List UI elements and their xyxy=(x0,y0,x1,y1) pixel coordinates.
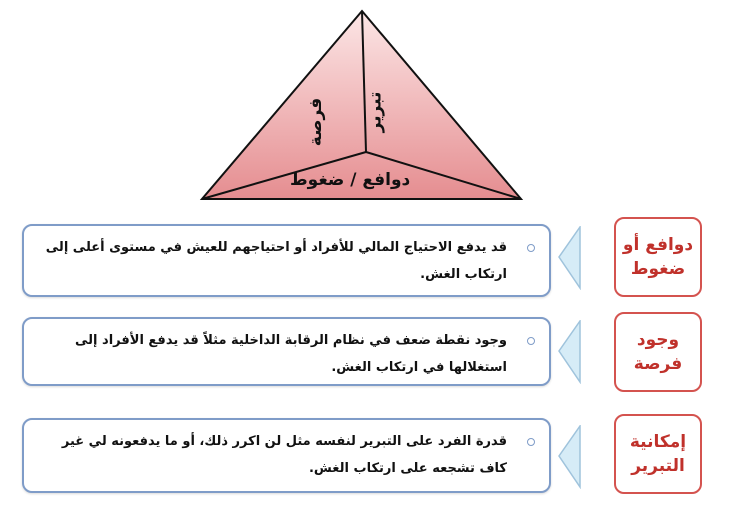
triangle-label-opportunity: فرصة xyxy=(306,97,327,147)
bullet-icon xyxy=(527,244,535,252)
arrow-left-icon xyxy=(558,425,582,489)
triangle-label-rationalization: تبرير xyxy=(365,91,386,133)
description-text-rationalization: قدرة الفرد على التبرير لنفسه مثل لن اكرر ذلك، أو ما يدفعونه لي غير كاف تشجعه على ارتكاب الغش. xyxy=(61,434,507,476)
category-label-pressure: دوافع أو ضغوط xyxy=(622,235,694,279)
arrow-left-icon xyxy=(558,226,582,290)
arrow-left-icon xyxy=(558,320,582,384)
category-label-rationalization: إمكانية التبرير xyxy=(629,432,687,476)
description-box-pressure xyxy=(22,224,551,297)
description-text-pressure: قد يدفع الاحتياج المالي للأفراد أو احتياجهم للعيش في مستوى أعلى إلى ارتكاب الغش. xyxy=(45,240,507,282)
description-box-rationalization xyxy=(22,418,551,493)
description-text-opportunity: وجود نقطة ضعف في نظام الرقابة الداخلية مثلاً قد يدفع الأفراد إلى استغلالها في ارتكاب الغش. xyxy=(75,333,507,375)
bullet-icon xyxy=(527,438,535,446)
category-label-opportunity: وجود فرصة xyxy=(633,330,683,374)
category-box-opportunity xyxy=(614,312,702,392)
category-box-pressure xyxy=(614,217,702,297)
triangle-label-pressure: دوافع / ضغوط xyxy=(290,170,411,190)
description-box-opportunity xyxy=(22,317,551,386)
bullet-icon xyxy=(527,337,535,345)
category-box-rationalization xyxy=(614,414,702,494)
